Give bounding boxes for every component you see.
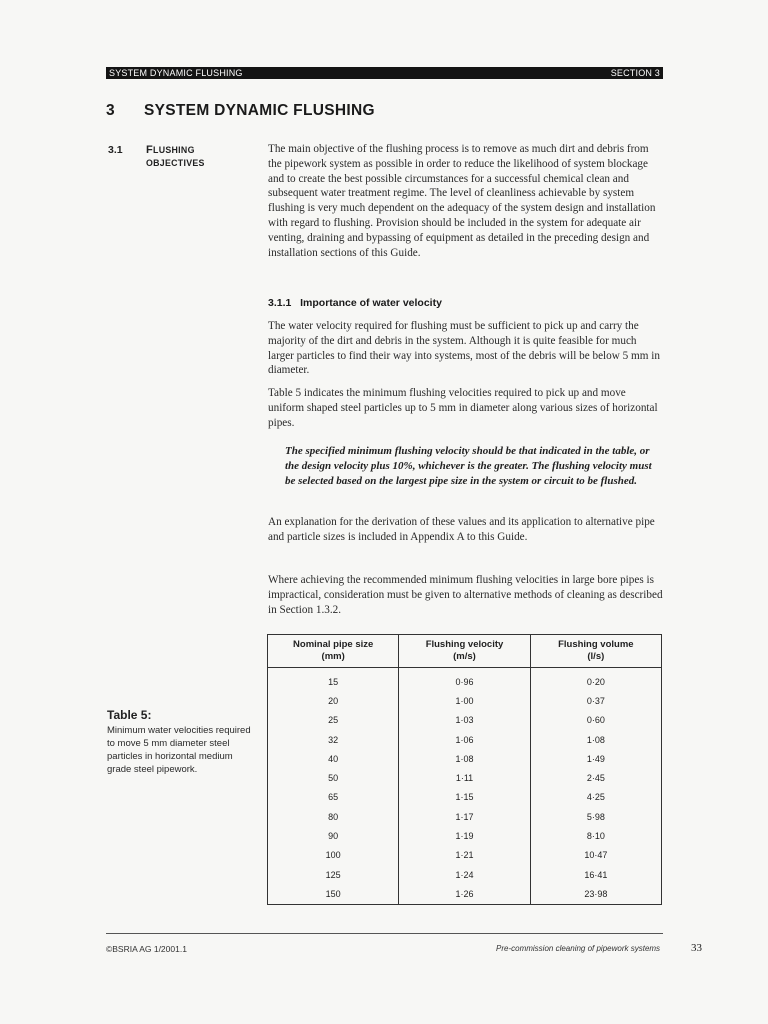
velocity-paragraph-2 [268,386,664,430]
cell-pipe-size: 125 [268,865,399,884]
table-header-row [268,635,662,668]
footer-publication-title: Pre-commission cleaning of pipework systems [496,944,661,953]
running-header [106,67,663,79]
subsection-heading [268,297,442,309]
cell-volume: 4·25 [530,788,661,807]
cell-pipe-size: 40 [268,749,399,768]
cell-velocity: 1·00 [399,691,530,710]
cell-pipe-size: 150 [268,884,399,904]
cell-pipe-size: 50 [268,768,399,787]
velocity-paragraph-3 [268,515,664,545]
section-title: FLUSHING OBJECTIVES [146,144,205,168]
flushing-velocity-table [267,634,662,905]
cell-volume: 0·37 [530,691,661,710]
header-flushing-volume: Flushing volume (l/s) [530,635,661,668]
table-row [268,668,662,692]
running-header-section: SECTION 3 [610,68,660,78]
cell-velocity: 0·96 [399,668,530,692]
chapter-heading [106,102,375,120]
table-row [268,865,662,884]
paragraph-text: An explanation for the derivation of these values and its application to alternative pipe and particle sizes is included in Appendix A to this Guide. [268,516,655,543]
cell-pipe-size: 100 [268,846,399,865]
cell-pipe-size: 20 [268,691,399,710]
intro-paragraph: The main objective of the flushing process is to remove as much dirt and debris from the pipework system as possible in order to reduce the likelihood of system blockage and to create the best possible circumstances for a successful chemical clean and subsequent water treatment regime. The level of cleanliness achievable by system flushing is very much dependent on the adequacy of the system design and installation with regard to flushing. Provision should be included in the system for adequate air venting, draining and bypassing of equipment as detailed in the preceding design and installation sections of this Guide. [268,143,656,259]
cell-volume: 0·20 [530,668,661,692]
table-row [268,730,662,749]
chapter-number: 3 [106,102,115,119]
table-row [268,749,662,768]
table-row [268,788,662,807]
table-row [268,884,662,904]
cell-volume: 23·98 [530,884,661,904]
cell-volume: 1·08 [530,730,661,749]
cell-velocity: 1·26 [399,884,530,904]
cell-velocity: 1·24 [399,865,530,884]
table-row [268,691,662,710]
cell-volume: 16·41 [530,865,661,884]
table-row [268,711,662,730]
cell-velocity: 1·06 [399,730,530,749]
chapter-title: SYSTEM DYNAMIC FLUSHING [144,102,375,119]
table-caption-title: Table 5: [107,708,152,722]
cell-pipe-size: 25 [268,711,399,730]
cell-velocity: 1·11 [399,768,530,787]
cell-pipe-size: 15 [268,668,399,692]
velocity-paragraph-4 [268,573,664,617]
cell-volume: 2·45 [530,768,661,787]
section-paragraph [268,142,664,260]
cell-velocity: 1·03 [399,711,530,730]
subsection-number: 3.1.1 [268,297,292,309]
page-number: 33 [691,942,702,954]
cell-velocity: 1·21 [399,846,530,865]
cell-volume: 0·60 [530,711,661,730]
cell-volume: 8·10 [530,826,661,845]
velocity-paragraph-1 [268,319,664,378]
table-caption-text: Minimum water velocities required to move 5 mm diameter steel particles in horizontal medium grade steel pipework. [107,725,251,775]
section-number: 3.1 [108,144,123,156]
emphasis-note: The specified minimum flushing velocity should be that indicated in the table, or the design velocity plus 10%, whichever is the greater. The flushing velocity must be selected based on the largest pipe size in the system or circuit to be flushed. [285,445,652,487]
table-row [268,846,662,865]
cell-volume: 5·98 [530,807,661,826]
table-row [268,807,662,826]
subsection-title: Importance of water velocity [300,297,442,309]
cell-velocity: 1·08 [399,749,530,768]
paragraph-text: Where achieving the recommended minimum flushing velocities in large bore pipes is impractical, consideration must be given to alternative methods of cleaning as described in Section 1.3.2. [268,574,663,616]
table-row [268,826,662,845]
cell-pipe-size: 65 [268,788,399,807]
footer-copyright: ©BSRIA AG 1/2001.1 [106,944,187,954]
cell-volume: 10·47 [530,846,661,865]
table-row [268,768,662,787]
header-pipe-size: Nominal pipe size (mm) [268,635,399,668]
footer-divider [106,933,663,934]
cell-pipe-size: 32 [268,730,399,749]
cell-velocity: 1·17 [399,807,530,826]
cell-velocity: 1·15 [399,788,530,807]
paragraph-text: The water velocity required for flushing must be sufficient to pick up and carry the majority of the dirt and debris in the system. Although it is quite feasible for much larger particles to find their way into systems, most of the debris will be below 5 mm in diameter. [268,320,660,377]
cell-pipe-size: 90 [268,826,399,845]
table-caption [107,708,257,776]
paragraph-text: Table 5 indicates the minimum flushing velocities required to pick up and move uniform shaped steel particles up to 5 mm in diameter along various sizes of horizontal pipes. [268,387,658,429]
cell-velocity: 1·19 [399,826,530,845]
cell-volume: 1·49 [530,749,661,768]
header-flushing-velocity: Flushing velocity (m/s) [399,635,530,668]
cell-pipe-size: 80 [268,807,399,826]
running-header-title: SYSTEM DYNAMIC FLUSHING [109,68,243,78]
